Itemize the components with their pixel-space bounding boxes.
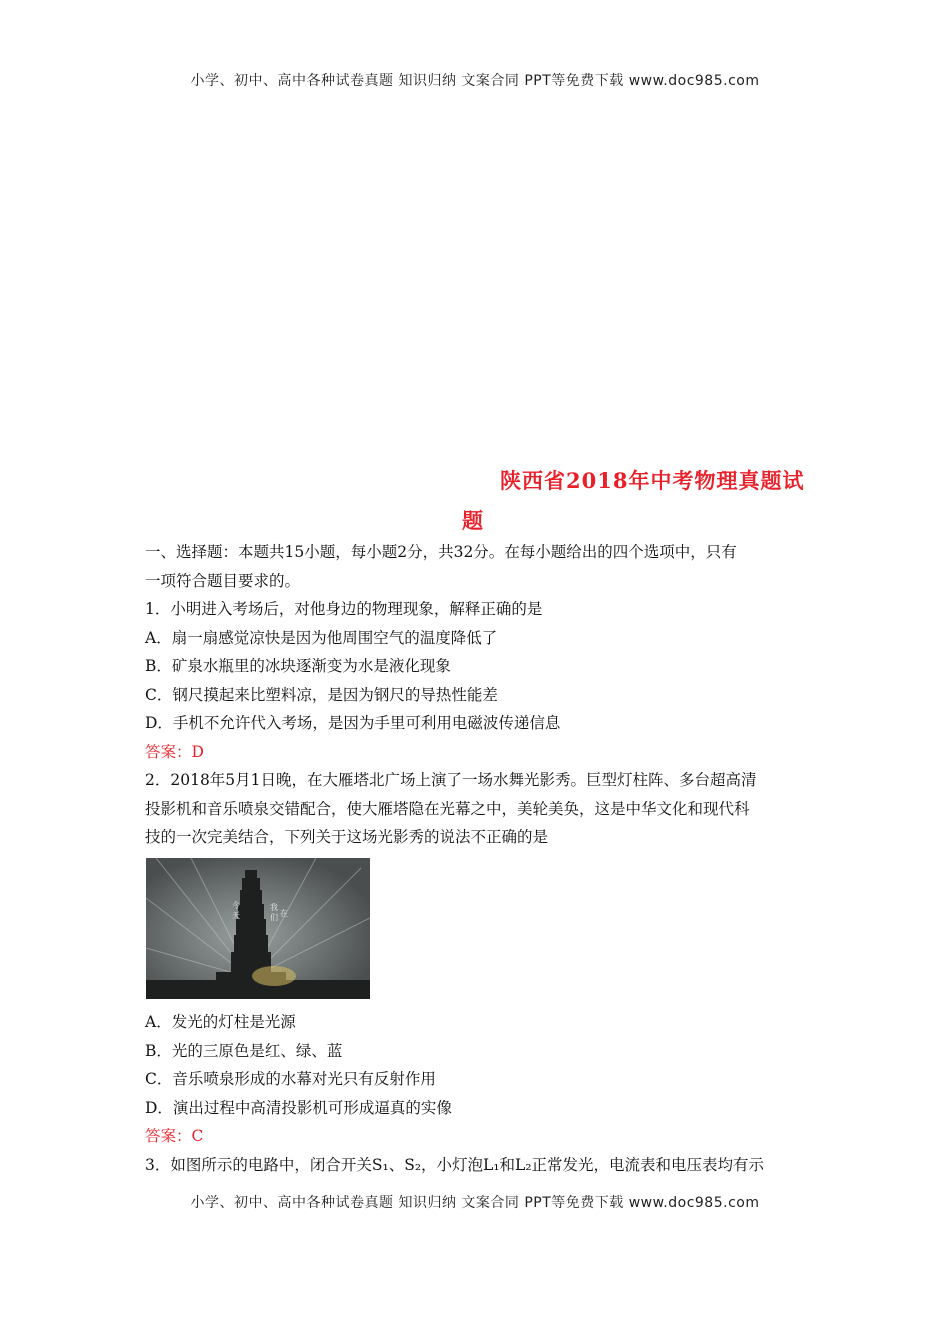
question-2-option-c: C．音乐喷泉形成的水幕对光只有反射作用 <box>145 1070 436 1088</box>
question-2-stem: 技的一次完美结合，下列关于这场光影秀的说法不正确的是 <box>145 828 549 846</box>
question-2-option-a: A．发光的灯柱是光源 <box>145 1013 296 1031</box>
question-3-stem: 3．如图所示的电路中，闭合开关S₁、S₂，小灯泡L₁和L₂正常发光，电流表和电压表均有示 <box>145 1156 765 1174</box>
svg-text:们: 们 <box>270 913 278 922</box>
question-1-option-b: B．矿泉水瓶里的冰块逐渐变为水是液化现象 <box>145 657 451 675</box>
section-intro-continued: 一项符合题目要求的。 <box>145 572 301 590</box>
question-2-option-b: B．光的三原色是红、绿、蓝 <box>145 1042 343 1060</box>
svg-text:天: 天 <box>232 911 240 920</box>
svg-text:在: 在 <box>280 909 288 918</box>
section-intro: 一、选择题：本题共15小题，每小题2分，共32分。在每小题给出的四个选项中，只有 <box>145 543 737 561</box>
header-banner: 小学、初中、高中各种试卷真题 知识归纳 文案合同 PPT等免费下载 www.doc985.com <box>190 73 760 89</box>
question-1-stem: 1．小明进入考场后，对他身边的物理现象，解释正确的是 <box>145 600 543 618</box>
document-title: 陕西省2018年中考物理真题试 <box>500 468 805 493</box>
document-title-continued: 题 <box>462 508 483 533</box>
svg-text:今: 今 <box>232 901 240 910</box>
question-1-option-a: A．扇一扇感觉凉快是因为他周围空气的温度降低了 <box>145 629 498 647</box>
question-1-option-c: C．钢尺摸起来比塑料凉，是因为钢尺的导热性能差 <box>145 686 498 704</box>
question-1-answer: 答案：D <box>145 743 204 761</box>
question-2-stem: 2．2018年5月1日晚，在大雁塔北广场上演了一场水舞光影秀。巨型灯柱阵、多台超高清 <box>145 771 757 789</box>
svg-text:我: 我 <box>270 903 278 912</box>
question-2-answer: 答案：C <box>145 1127 204 1145</box>
question-2-option-d: D．演出过程中高清投影机可形成逼真的实像 <box>145 1099 452 1117</box>
pagoda-light-show-photo <box>146 858 370 999</box>
question-2-stem: 投影机和音乐喷泉交错配合，使大雁塔隐在光幕之中，美轮美奂，这是中华文化和现代科 <box>145 800 750 818</box>
question-1-option-d: D．手机不允许代入考场，是因为手里可利用电磁波传递信息 <box>145 714 561 732</box>
footer-banner: 小学、初中、高中各种试卷真题 知识归纳 文案合同 PPT等免费下载 www.doc985.com <box>190 1195 760 1211</box>
pagoda-photo-graphic <box>146 858 370 999</box>
